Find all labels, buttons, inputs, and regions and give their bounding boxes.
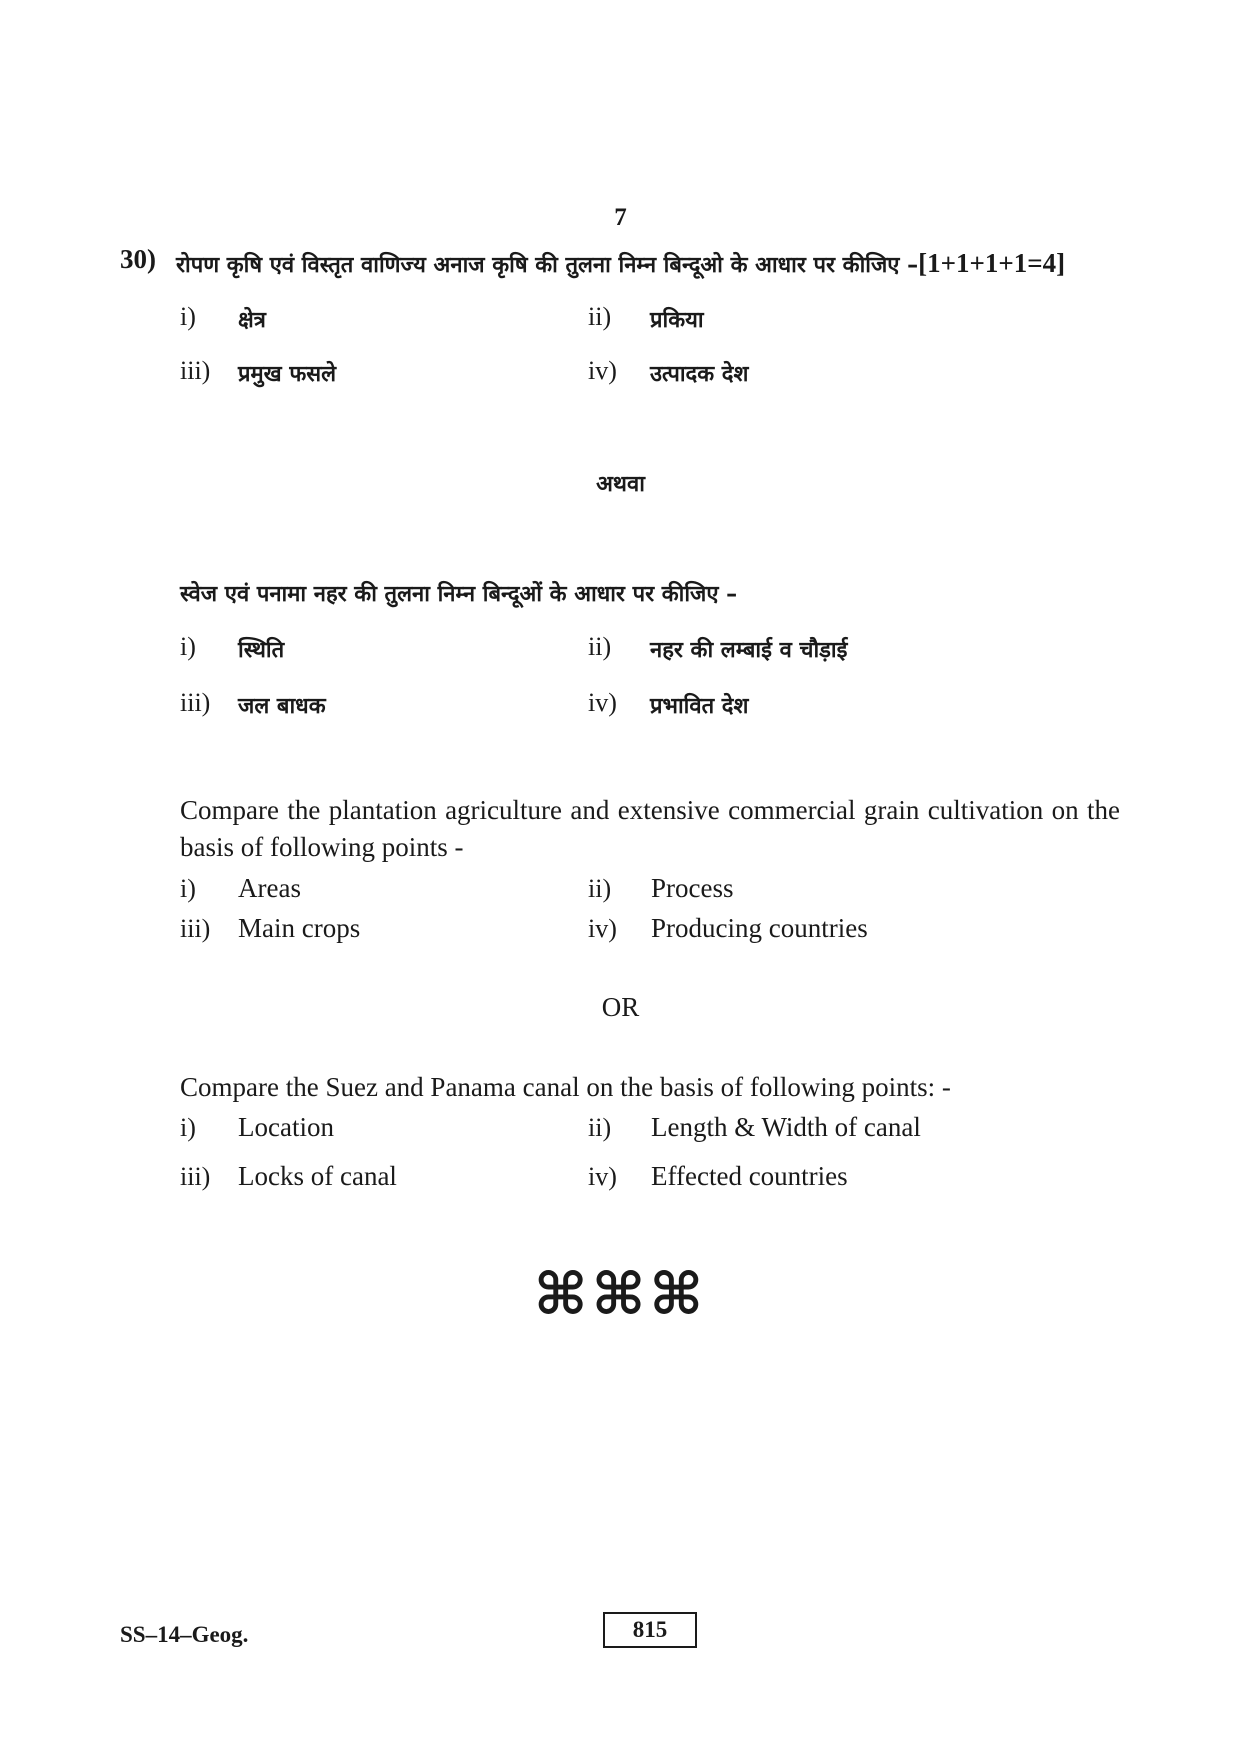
english-alt-point-num: iii) bbox=[180, 1162, 211, 1191]
question-marks: [1+1+1+1=4] bbox=[918, 248, 1066, 278]
english-alt-point-num: i) bbox=[180, 1113, 196, 1142]
hindi-point-num: i) bbox=[180, 302, 196, 331]
hindi-alt-point-text: स्थिति bbox=[238, 638, 285, 663]
end-of-paper-symbols: ⌘⌘⌘ bbox=[533, 1260, 708, 1328]
hindi-alt-point-text: प्रभावित देश bbox=[650, 694, 749, 719]
english-alt-point-text: Locks of canal bbox=[238, 1161, 397, 1191]
footer-subject-code: SS–14–Geog. bbox=[120, 1622, 249, 1647]
question-text-hindi bbox=[176, 248, 1065, 279]
english-point-num: iii) bbox=[180, 914, 211, 943]
hindi-alt-point-num: ii) bbox=[588, 632, 612, 661]
hindi-point-text: प्रकिया bbox=[650, 308, 704, 333]
hindi-alt-point-text: जल बाधक bbox=[238, 694, 326, 719]
english-point-text: Producing countries bbox=[651, 913, 868, 943]
hindi-alt-point-num: iii) bbox=[180, 688, 211, 717]
question-number: 30) bbox=[120, 244, 156, 274]
english-point-num: i) bbox=[180, 874, 196, 903]
hindi-alt-point-num: i) bbox=[180, 632, 196, 661]
hindi-alt-question-text: स्वेज एवं पनामा नहर की तुलना निम्न बिन्दूओं के आधार पर कीजिए – bbox=[180, 582, 738, 607]
english-question-text: Compare the plantation agriculture and extensive commercial grain cultivation on the basis of following points - bbox=[180, 795, 1120, 862]
english-point-text: Process bbox=[651, 873, 734, 903]
english-alt-question-text: Compare the Suez and Panama canal on the basis of following points: - bbox=[180, 1072, 951, 1102]
hindi-or-divider: अथवा bbox=[596, 472, 645, 497]
english-alt-point-text: Length & Width of canal bbox=[651, 1112, 921, 1142]
english-point-text: Main crops bbox=[238, 913, 361, 943]
english-point-num: ii) bbox=[588, 874, 612, 903]
english-alt-point-text: Location bbox=[238, 1112, 334, 1142]
english-alt-point-num: iv) bbox=[588, 1162, 617, 1191]
english-point-num: iv) bbox=[588, 914, 617, 943]
question-text-hindi-body: रोपण कृषि एवं विस्तृत वाणिज्य अनाज कृषि की तुलना निम्न बिन्दूओ के आधार पर कीजिए – bbox=[176, 253, 919, 278]
hindi-alt-point-num: iv) bbox=[588, 688, 617, 717]
english-or-divider: OR bbox=[601, 992, 640, 1022]
footer-page-box: 815 bbox=[603, 1612, 697, 1648]
hindi-alt-point-text: नहर की लम्बाई व चौड़ाई bbox=[650, 638, 848, 663]
hindi-point-num: ii) bbox=[588, 302, 612, 331]
hindi-point-text: उत्पादक देश bbox=[650, 362, 749, 387]
hindi-point-num: iii) bbox=[180, 356, 211, 385]
hindi-point-text: क्षेत्र bbox=[238, 308, 266, 333]
english-point-text: Areas bbox=[238, 873, 301, 903]
hindi-point-text: प्रमुख फसले bbox=[238, 362, 337, 387]
english-alt-point-text: Effected countries bbox=[651, 1161, 848, 1191]
english-alt-point-num: ii) bbox=[588, 1113, 612, 1142]
page-number: 7 bbox=[614, 204, 627, 231]
hindi-point-num: iv) bbox=[588, 356, 617, 385]
